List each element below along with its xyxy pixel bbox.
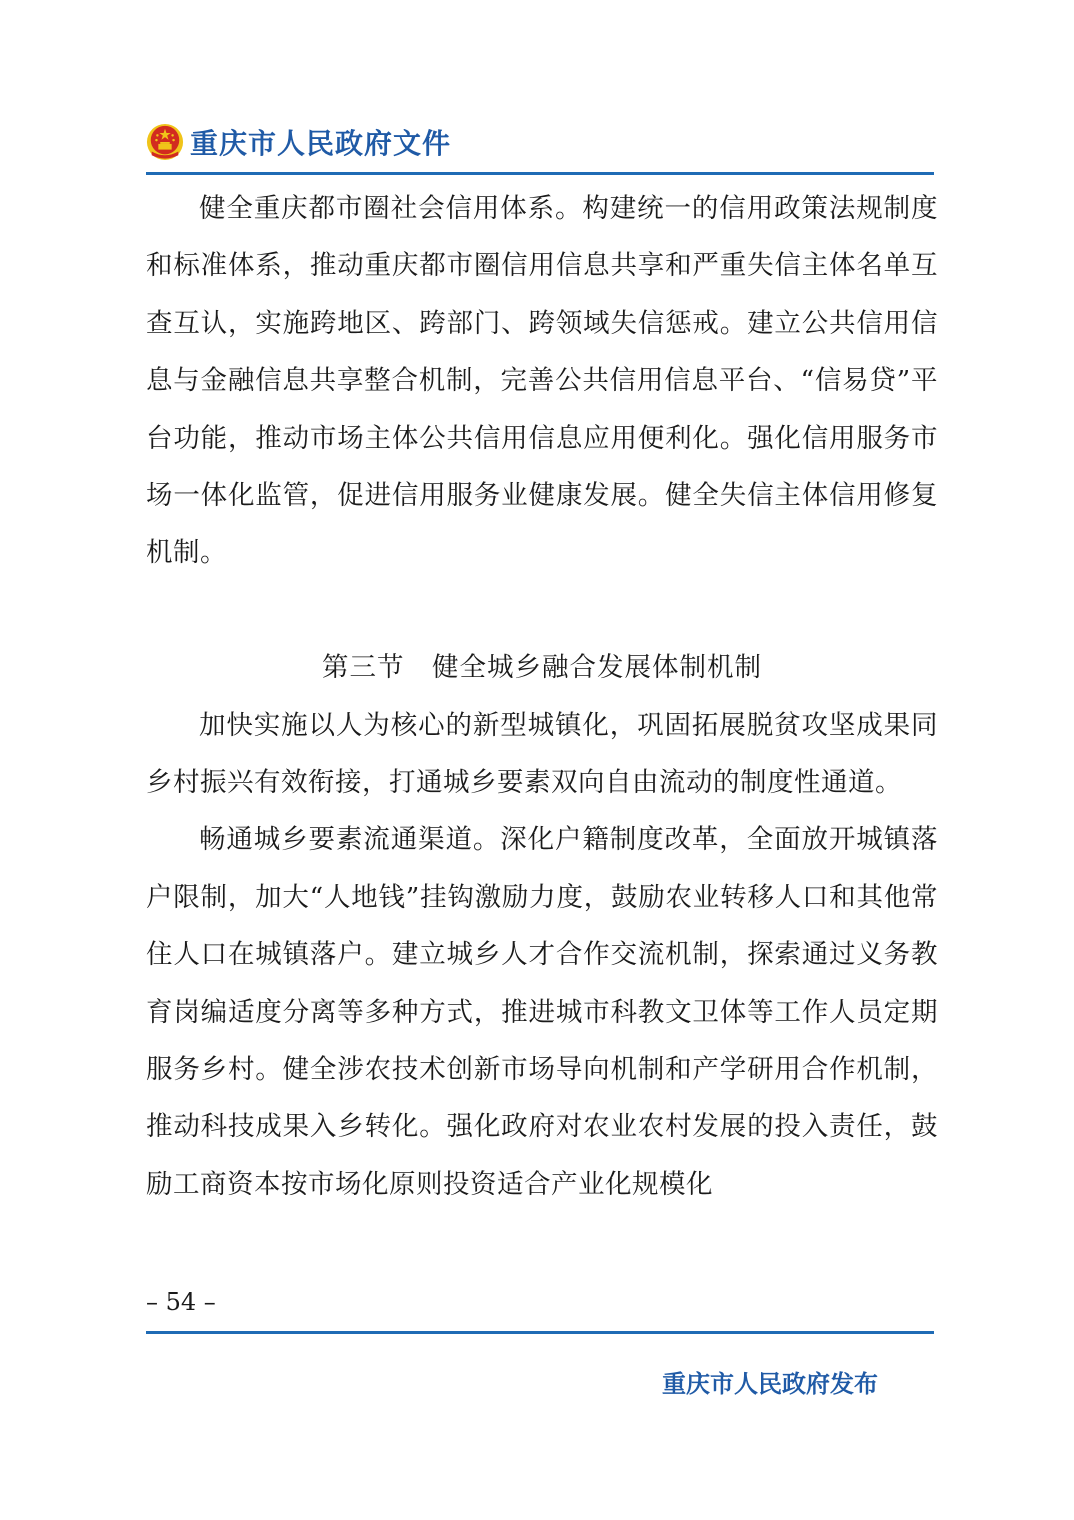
header-title: 重庆市人民政府文件 [190, 127, 452, 160]
header-divider [146, 172, 934, 175]
national-emblem-icon [146, 123, 184, 161]
publisher-label: 重庆市人民政府发布 [662, 1370, 878, 1398]
document-body [146, 180, 938, 1213]
document-header [146, 120, 451, 164]
page-number: – 54 – [146, 1288, 216, 1316]
section-title: 第三节 健全城乡融合发展体制机制 [322, 652, 762, 684]
paragraph-factor-flow: 畅通城乡要素流通渠道。深化户籍制度改革，全面放开城镇落户限制，加大“人地钱”挂钩激励力度，鼓励农业转移人口和其他常住人口在城镇落户。建立城乡人才合作交流机制，探索通过义务教育岗编适度分离等多种方式，推进城市科教文卫体等工作人员定期服务乡村。健全涉农技术创新市场导向机制和产学研用合作机制，推动科技成果入乡转化。强化政府对农业农村发展的投入责任，鼓励工商资本按市场化原则投资适合产业化规模化 [146, 824, 938, 1200]
paragraph-urbanization: 加快实施以人为核心的新型城镇化，巩固拓展脱贫攻坚成果同乡村振兴有效衔接，打通城乡要素双向自由流动的制度性通道。 [146, 709, 938, 799]
footer-divider [146, 1331, 934, 1334]
paragraph-credit-system: 健全重庆都市圈社会信用体系。构建统一的信用政策法规制度和标准体系，推动重庆都市圈信用信息共享和严重失信主体名单互查互认，实施跨地区、跨部门、跨领域失信惩戒。建立公共信用信息与金融信息共享整合机制，完善公共信用信息平台、“信易贷”平台功能，推动市场主体公共信用信息应用便利化。强化信用服务市场一体化监管，促进信用服务业健康发展。健全失信主体信用修复机制。 [146, 193, 938, 569]
